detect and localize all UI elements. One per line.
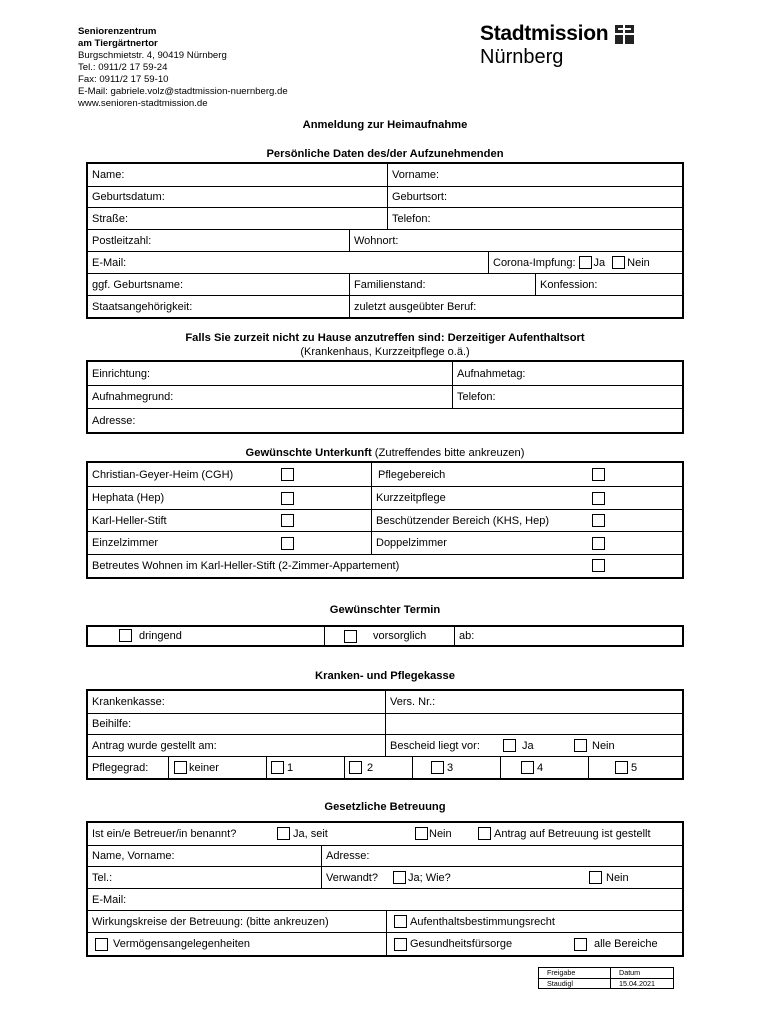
krankenkasse-field[interactable]: Krankenkasse: [92,696,165,708]
freigabe-name: Staudigl [539,979,611,988]
logo-line1: Stadtmission [480,22,609,45]
dringend-checkbox[interactable] [119,629,132,642]
pflegegrad-5-checkbox[interactable] [615,761,628,774]
pflegegrad-5-label: 5 [631,761,638,774]
housing-row-3 [88,509,682,531]
betreuer-nein-label: Nein [429,828,452,840]
personal-row-6 [88,273,682,295]
doppelzimmer-option [371,532,447,554]
housing-box [86,461,684,579]
bescheid-label: Bescheid liegt vor: [385,735,480,756]
personal-section-title: Persönliche Daten des/der Aufzunehmenden [266,148,504,160]
pflegegrad-label: Pflegegrad: [92,761,149,774]
beschuetzend-checkbox[interactable] [592,514,605,527]
pflegegrad-keiner-checkbox[interactable] [174,761,187,774]
aufenthalt-option [386,911,555,932]
doppelzimmer-label: Doppelzimmer [376,537,447,549]
einrichtung-field[interactable]: Einrichtung: [92,367,151,380]
doppelzimmer-checkbox[interactable] [592,537,605,550]
name-field[interactable]: Name: [92,169,125,181]
betreuung-row-5 [88,910,682,932]
betreuer-ja-label: Ja, seit [293,828,328,840]
datum-label: Datum [619,968,641,977]
betreuung-section-title: Gesetzliche Betreuung [324,801,446,813]
housing-title-rest: (Zutreffendes bitte ankreuzen) [371,447,525,459]
stadtmission-logo [480,22,634,68]
personal-data-box [86,162,684,319]
housing-row-5 [88,554,682,577]
pflegegrad-2-checkbox[interactable] [349,761,362,774]
pflegegrad-1-label: 1 [287,761,294,774]
kasse-row-1 [88,691,682,713]
vermoegen-option [88,933,250,955]
org-fax: Fax: 0911/2 17 59-10 [78,74,169,85]
bescheid-nein-checkbox[interactable] [574,739,587,752]
housing-row-4 [88,531,682,554]
cgh-checkbox[interactable] [281,468,294,481]
personal-row-3 [88,207,682,229]
adresse-field[interactable]: Adresse: [92,414,136,427]
termin-row [88,627,682,645]
form-title: Anmeldung zur Heimaufnahme [302,119,468,131]
pflegegrad-4-checkbox[interactable] [521,761,534,774]
personal-row-1 [88,164,682,186]
pflegegrad-4-label: 4 [537,761,544,774]
beruf-field[interactable]: zuletzt ausgeübter Beruf: [349,296,476,317]
housing-section-title [0,447,770,459]
betreuung-box [86,821,684,957]
org-name-line1: Seniorenzentrum [78,26,157,37]
beschuetzend-option [371,510,549,531]
gesundheit-label: Gesundheitsfürsorge [410,938,513,950]
strasse-field[interactable]: Straße: [92,212,129,225]
address-block [78,26,288,110]
corona-ja-label: Ja [593,256,606,269]
verwandt-nein-checkbox[interactable] [589,871,602,884]
pflegegrad-3-checkbox[interactable] [431,761,444,774]
betreuer-email-field[interactable]: E-Mail: [92,893,127,906]
aufnahmegrund-field[interactable]: Aufnahmegrund: [92,391,174,403]
betreutes-option [88,555,399,577]
org-web: www.senioren-stadtmission.de [78,98,208,109]
gesundheit-option [386,933,512,955]
bescheid-ja-label: Ja [522,739,534,752]
aufnahmetag-field[interactable]: Aufnahmetag: [452,362,526,385]
corona-ja-checkbox[interactable] [579,256,592,269]
cgh-option [88,463,371,486]
einzelzimmer-option [88,532,158,554]
vorname-field[interactable]: Vorname: [387,164,439,186]
freigabe-date: 15.04.2021 [619,979,655,988]
staatsangehoerigkeit-field[interactable]: Staatsangehörigkeit: [92,300,193,313]
pflegegrad-keiner-label: keiner [189,761,219,774]
pflegegrad-keiner-option [168,757,219,778]
aufenthalt-checkbox[interactable] [394,915,407,928]
kurzzeitpflege-checkbox[interactable] [592,492,605,505]
corona-nein-checkbox[interactable] [612,256,625,269]
betreuung-antrag-label: Antrag auf Betreuung ist gestellt [494,828,651,840]
pflegegrad-2-label: 2 [367,761,374,774]
vorsorglich-option [324,627,454,645]
email-field[interactable]: E-Mail: [92,256,127,269]
stay-row-2 [88,385,682,408]
corona-nein-label: Nein [627,256,650,269]
pflegebereich-label: Pflegebereich [378,468,446,481]
verwandt-label: Verwandt? [321,867,378,888]
housing-row-1 [88,463,682,486]
konfession-field[interactable]: Konfession: [535,274,597,295]
wohnort-field[interactable]: Wohnort: [349,230,398,251]
pflegegrad-2-option [344,757,373,778]
verwandt-nein-label: Nein [606,871,629,884]
alle-bereiche-label: alle Bereiche [594,938,658,950]
geburtsdatum-field[interactable]: Geburtsdatum: [92,191,165,203]
betreuung-row-4 [88,888,682,910]
vermoegen-label: Vermögensangelegenheiten [113,938,251,950]
stay-section-title: Falls Sie zurzeit nicht zu Hause anzutreffen sind: Derzeitiger Aufenthaltsort [185,332,585,344]
hep-label: Hephata (Hep) [92,492,165,504]
stay-section-subtitle: (Krankenhaus, Kurzzeitpflege o.ä.) [300,346,470,358]
antrag-field[interactable]: Antrag wurde gestellt am: [92,739,217,752]
ab-field[interactable]: ab: [454,627,474,645]
vorsorglich-label: vorsorglich [373,630,427,642]
betreuer-adresse-field[interactable]: Adresse: [321,846,369,866]
betreuung-row-2 [88,845,682,866]
betreuer-name-field[interactable]: Name, Vorname: [92,850,175,862]
kasse-section-title: Kranken- und Pflegekasse [315,670,455,682]
familienstand-field[interactable]: Familienstand: [349,274,426,295]
pflegegrad-1-option [266,757,293,778]
einzelzimmer-label: Einzelzimmer [92,537,159,549]
plz-field[interactable]: Postleitzahl: [92,234,152,247]
org-phone: Tel.: 0911/2 17 59-24 [78,62,168,73]
termin-box [86,625,684,647]
alle-bereiche-checkbox[interactable] [574,938,587,951]
stay-row-3 [88,408,682,432]
bescheid-nein-label: Nein [592,739,615,752]
betreuung-row-1 [88,823,682,845]
personal-row-5 [88,251,682,273]
stay-telefon-field[interactable]: Telefon: [452,386,496,408]
pflegegrad-5-option [588,757,637,778]
corona-label: Corona-Impfung: [493,256,576,269]
dringend-label: dringend [139,630,182,642]
khs-checkbox[interactable] [281,514,294,527]
khs-label: Karl-Heller-Stift [92,514,167,527]
betreutes-label: Betreutes Wohnen im Karl-Heller-Stift (2-Zimmer-Appartement) [92,560,400,572]
einzelzimmer-checkbox[interactable] [281,537,294,550]
betreuung-row-6 [88,932,682,955]
hep-option [88,487,164,509]
gesundheit-checkbox[interactable] [394,938,407,951]
personal-row-2 [88,186,682,207]
kasse-row-2 [88,713,682,734]
vorsorglich-checkbox[interactable] [344,630,357,643]
pflegegrad-1-checkbox[interactable] [271,761,284,774]
pflegegrad-4-option [500,757,543,778]
geburtsort-field[interactable]: Geburtsort: [387,187,447,207]
pflegebereich-checkbox[interactable] [592,468,605,481]
hep-checkbox[interactable] [281,492,294,505]
pflegegrad-3-option [412,757,453,778]
termin-section-title: Gewünschter Termin [329,604,441,616]
vermoegen-checkbox[interactable] [95,938,108,951]
org-street: Burgschmietstr. 4, 90419 Nürnberg [78,50,227,61]
stay-row-1 [88,362,682,385]
geburtsname-field[interactable]: ggf. Geburtsname: [92,278,184,291]
stay-box [86,360,684,434]
pflegegrad-3-label: 3 [447,761,454,774]
kasse-box [86,689,684,780]
verwandt-ja-label: Ja; Wie? [408,871,451,884]
housing-row-2 [88,486,682,509]
telefon-field[interactable]: Telefon: [387,208,431,229]
cross-icon [615,25,634,44]
bescheid-ja-checkbox[interactable] [503,739,516,752]
cgh-label: Christian-Geyer-Heim (CGH) [92,468,234,481]
wirkungskreise-label: Wirkungskreise der Betreuung: (bitte ankreuzen) [92,915,329,928]
freigabe-label: Freigabe [539,968,611,978]
org-name-line2: am Tiergärtnertor [78,38,158,49]
betreuer-tel-field[interactable]: Tel.: [92,871,113,884]
housing-title-bold: Gewünschte Unterkunft [245,447,372,459]
corona-cell [488,252,684,273]
personal-row-4 [88,229,682,251]
pflegebereich-option [371,463,445,486]
betreuung-row-3 [88,866,682,888]
kurzzeitpflege-option [371,487,446,509]
kasse-row-4 [88,756,682,778]
kurzzeitpflege-label: Kurzzeitpflege [376,492,446,504]
betreutes-checkbox[interactable] [592,559,605,572]
kasse-row-3 [88,734,682,756]
personal-row-7 [88,295,682,317]
beschuetzend-label: Beschützender Bereich (KHS, Hep) [376,514,550,527]
beihilfe-blank [385,714,390,734]
beihilfe-field[interactable]: Beihilfe: [92,718,132,730]
khs-option [88,510,167,531]
versnr-field[interactable]: Vers. Nr.: [385,691,435,713]
release-box [538,967,674,989]
betreuer-question: Ist ein/e Betreuer/in benannt? [92,828,237,840]
org-email: E-Mail: gabriele.volz@stadtmission-nuernberg.de [78,86,288,97]
logo-line2: Nürnberg [480,46,564,68]
aufenthalt-label: Aufenthaltsbestimmungsrecht [410,915,555,928]
